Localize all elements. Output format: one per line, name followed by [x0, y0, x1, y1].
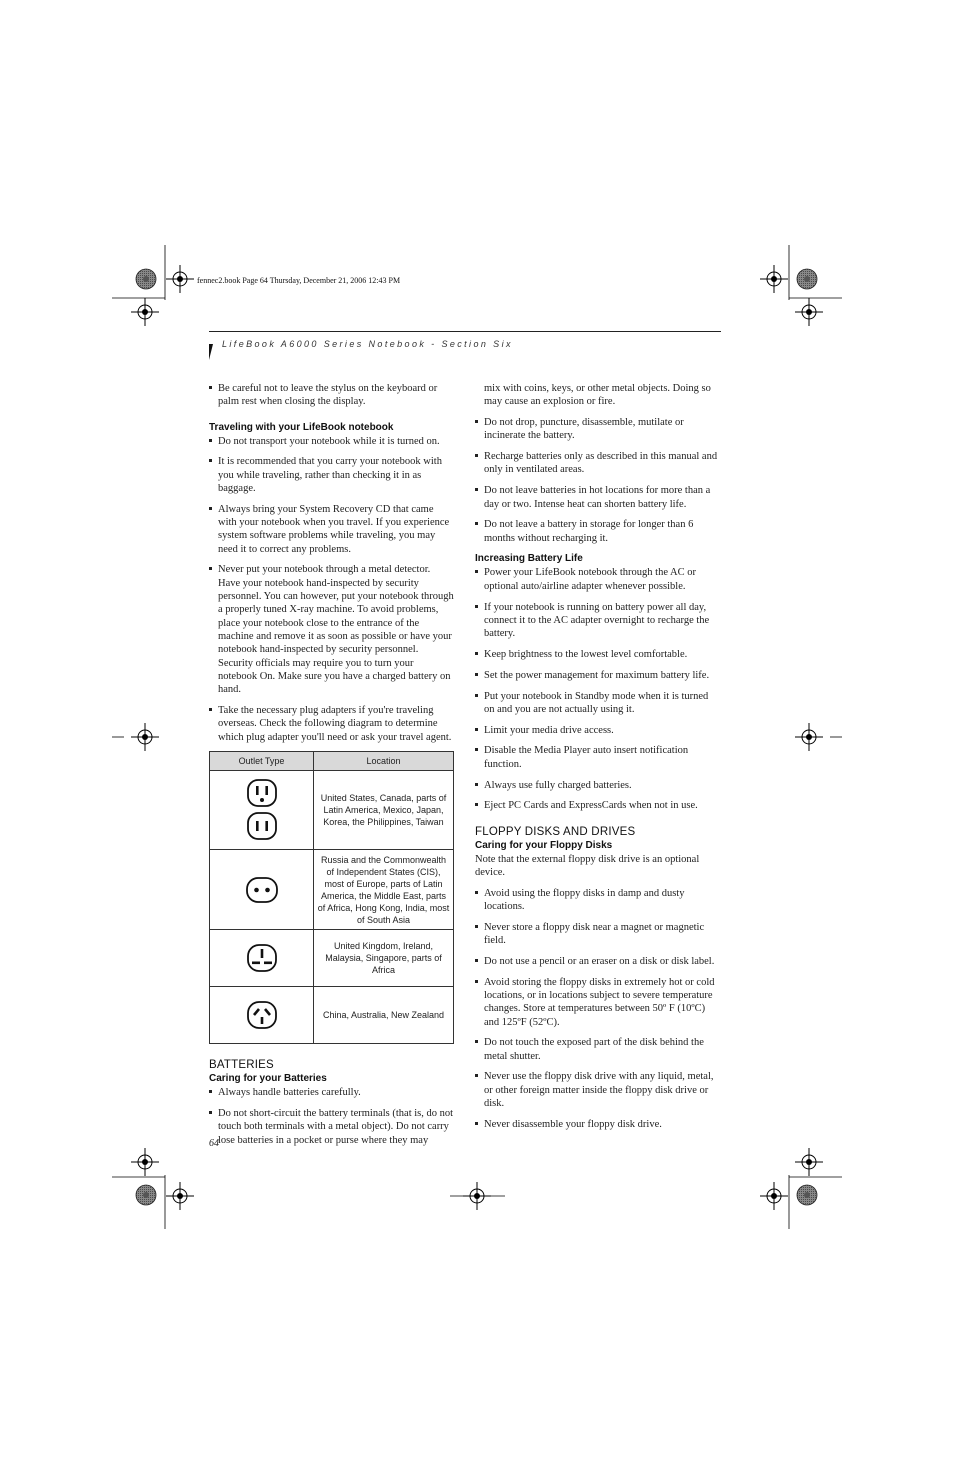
table-header-outlet-type: Outlet Type: [210, 752, 314, 771]
list-item: Be careful not to leave the stylus on the keyboard or palm rest when closing the display.: [209, 382, 454, 409]
table-cell-location: United States, Canada, parts of Latin America, Mexico, Japan, Korea, the Philippines, Taiwan: [314, 771, 454, 850]
list-item: Never use the floppy disk drive with any liquid, metal, or other foreign matter inside the floppy disk drive or disk.: [475, 1070, 720, 1110]
list-item: Never store a floppy disk near a magnet or magnetic field.: [475, 921, 720, 948]
floppy-note: Note that the external floppy disk drive is an optional device.: [475, 853, 700, 878]
print-info-line: fennec2.book Page 64 Thursday, December 21, 2006 12:43 PM: [197, 276, 401, 285]
batteries-subheading: Caring for your Batteries: [209, 1073, 327, 1085]
list-item: Never disassemble your floppy disk drive.: [475, 1118, 720, 1131]
table-row: [210, 771, 454, 850]
table-cell-outlet: [210, 930, 314, 987]
list-item: Do not drop, puncture, disassemble, mutilate or incinerate the battery.: [475, 416, 720, 443]
list-item: It is recommended that you carry your notebook with you while traveling, rather than checking it in as baggage.: [209, 455, 454, 495]
table-cell-location: China, Australia, New Zealand: [314, 987, 454, 1044]
continued-paragraph: mix with coins, keys, or other metal objects. Doing so may cause an explosion or fire.: [484, 383, 711, 408]
list-item: Never put your notebook through a metal detector. Have your notebook hand-inspected by security personnel. You can however, put your notebook through a properly tuned X-ray machine. To avoid problems, place your notebook close to the entrance of the machine and remove it as soon as possible or have your notebook hand-inspected by security personnel. Security officials may require you to turn your notebook On. Make sure you have a charged battery on hand.: [209, 563, 454, 696]
list-item: Keep brightness to the lowest level comfortable.: [475, 648, 720, 661]
europe-plug-icon: [245, 876, 279, 904]
list-item: Do not transport your notebook while it is turned on.: [209, 435, 454, 448]
table-cell-outlet: [210, 987, 314, 1044]
right-column: [475, 382, 720, 1139]
header-rule: [209, 331, 721, 332]
list-item: Do not use a pencil or an eraser on a disk or disk label.: [475, 955, 720, 968]
list-item: Set the power management for maximum battery life.: [475, 669, 720, 682]
list-item: Put your notebook in Standby mode when it is turned on and you are not actually using it.: [475, 690, 720, 717]
list-item: If your notebook is running on battery power all day, connect it to the AC adapter overnight to recharge the battery.: [475, 601, 720, 641]
batteries-heading: BATTERIES: [209, 1059, 274, 1072]
floppy-subheading: Caring for your Floppy Disks: [475, 839, 613, 851]
list-item: Avoid using the floppy disks in damp and dusty locations.: [475, 887, 720, 914]
battery-life-heading: Increasing Battery Life: [475, 553, 583, 565]
table-header-location: Location: [314, 752, 454, 771]
outlet-type-table: [209, 751, 454, 1044]
list-item: Always use fully charged batteries.: [475, 779, 720, 792]
list-item: Always bring your System Recovery CD that came with your notebook when you travel. If you experience system software problems while traveling, you may need it to correct any problems.: [209, 503, 454, 556]
list-item: Limit your media drive access.: [475, 724, 720, 737]
table-cell-location: United Kingdom, Ireland, Malaysia, Singapore, parts of Africa: [314, 930, 454, 987]
floppy-heading: FLOPPY DISKS AND DRIVES: [475, 825, 636, 838]
table-cell-outlet: [210, 850, 314, 930]
traveling-heading: Traveling with your LifeBook notebook: [209, 421, 394, 433]
page-number: 64: [209, 1138, 219, 1149]
list-item: Disable the Media Player auto insert notification function.: [475, 744, 720, 771]
list-item: Eject PC Cards and ExpressCards when not in use.: [475, 799, 720, 812]
table-cell-outlet: [210, 771, 314, 850]
table-row: [210, 987, 454, 1044]
us-plug-icon: [246, 778, 278, 842]
running-header: LifeBook A6000 Series Notebook - Section Six: [222, 339, 513, 349]
list-item: Do not touch the exposed part of the disk behind the metal shutter.: [475, 1036, 720, 1063]
list-item: Always handle batteries carefully.: [209, 1086, 454, 1099]
list-item: Take the necessary plug adapters if you're traveling overseas. Check the following diagram to determine which plug adapter you'll need or ask your travel agent.: [209, 704, 454, 744]
list-item: Do not short-circuit the battery terminals (that is, do not touch both terminals with a metal object). Do not carry lose batteries in a pocket or purse where they may: [209, 1107, 454, 1147]
list-item: Do not leave a battery in storage for longer than 6 months without recharging it.: [475, 518, 720, 545]
left-column: [209, 382, 454, 1155]
table-row: [210, 850, 454, 930]
australia-plug-icon: [246, 1000, 278, 1030]
list-item: Power your LifeBook notebook through the AC or optional auto/airline adapter whenever possible.: [475, 566, 720, 593]
uk-plug-icon: [246, 943, 278, 973]
table-cell-location: Russia and the Commonwealth of Independent States (CIS), most of Europe, parts of Latin America, the Middle East, parts of Africa, Hong Kong, India, most of South Asia: [314, 850, 454, 930]
list-item: Recharge batteries only as described in this manual and only in ventilated areas.: [475, 450, 720, 477]
list-item: Avoid storing the floppy disks in extremely hot or cold locations, or in locations subject to severe temperature changes. Store at temperatures between 50º F (10ºC) and 125ºF (52ºC).: [475, 976, 720, 1029]
list-item: Do not leave batteries in hot locations for more than a day or two. Intense heat can shorten battery life.: [475, 484, 720, 511]
table-row: [210, 930, 454, 987]
